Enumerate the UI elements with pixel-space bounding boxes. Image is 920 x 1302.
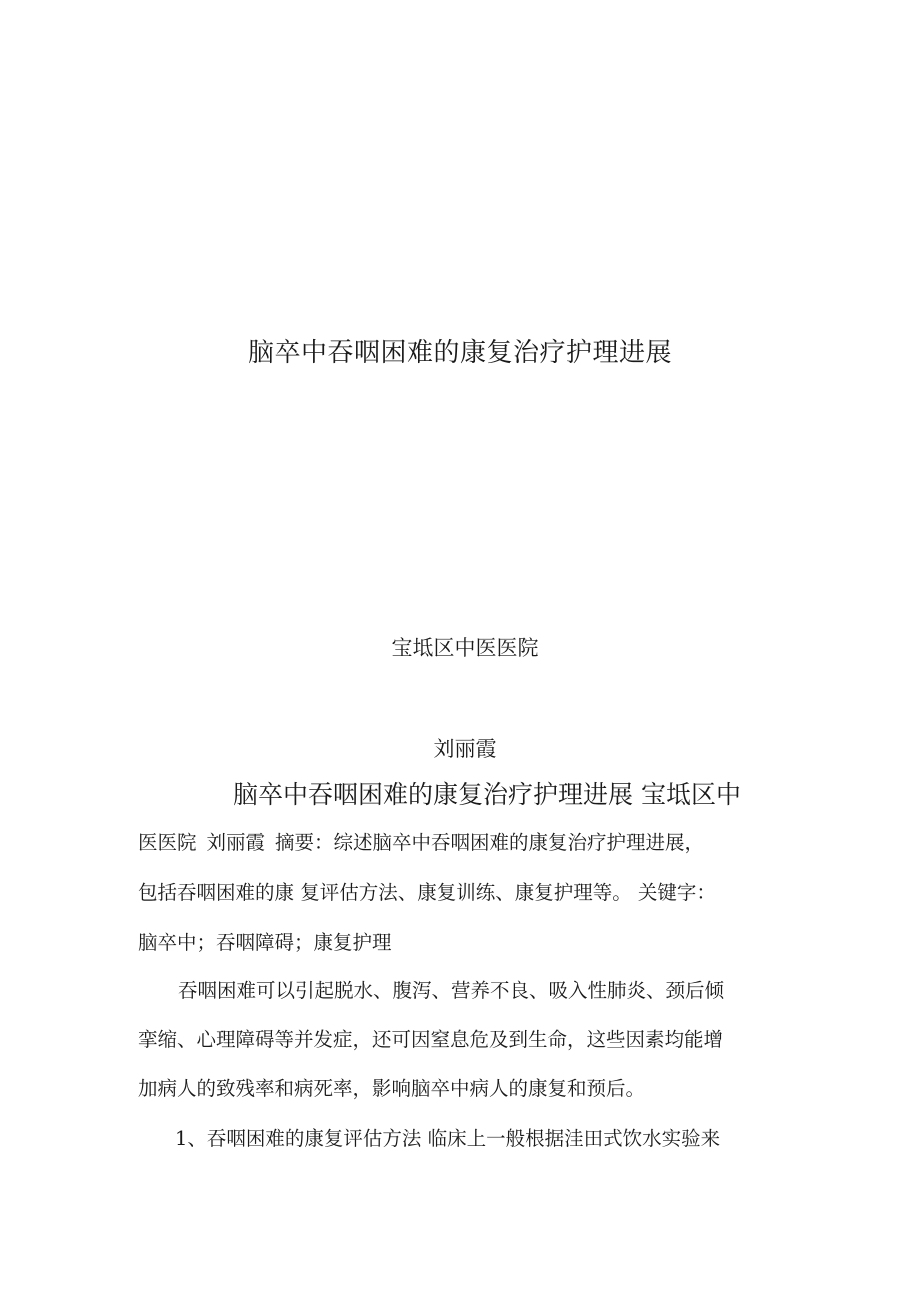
cover-hospital: 宝坻区中医医院 — [391, 636, 539, 660]
hospital-text: 医医院 — [138, 831, 197, 854]
author-text: 刘丽霞 — [206, 831, 266, 854]
body-line: 包括吞咽困难的康 复评估方法、康复训练、康复护理等。 关键字： — [138, 881, 716, 904]
cover-title: 脑卒中吞咽困难的康复治疗护理进展 — [247, 338, 672, 368]
body-line — [138, 827, 704, 855]
keywords-line: 脑卒中；吞咽障碍；康复护理 — [138, 931, 392, 954]
paragraph-line: 挛缩、心理障碍等并发症，还可因窒息危及到生命，这些因素均能增 — [138, 1028, 724, 1051]
section-heading-line: 1、吞咽困难的康复评估方法 临床上一般根据洼田式饮水实验来 — [175, 1127, 721, 1150]
article-heading-line: 脑卒中吞咽困难的康复治疗护理进展 宝坻区中 — [233, 780, 741, 809]
abstract-text: 摘要：综述脑卒中吞咽困难的康复治疗护理进展， — [275, 831, 705, 854]
paragraph-line: 加病人的致残率和病死率，影响脑卒中病人的康复和预后。 — [138, 1077, 646, 1100]
paragraph-line: 吞咽困难可以引起脱水、腹泻、营养不良、吸入性肺炎、颈后倾 — [178, 979, 725, 1002]
cover-author: 刘丽霞 — [433, 737, 497, 761]
